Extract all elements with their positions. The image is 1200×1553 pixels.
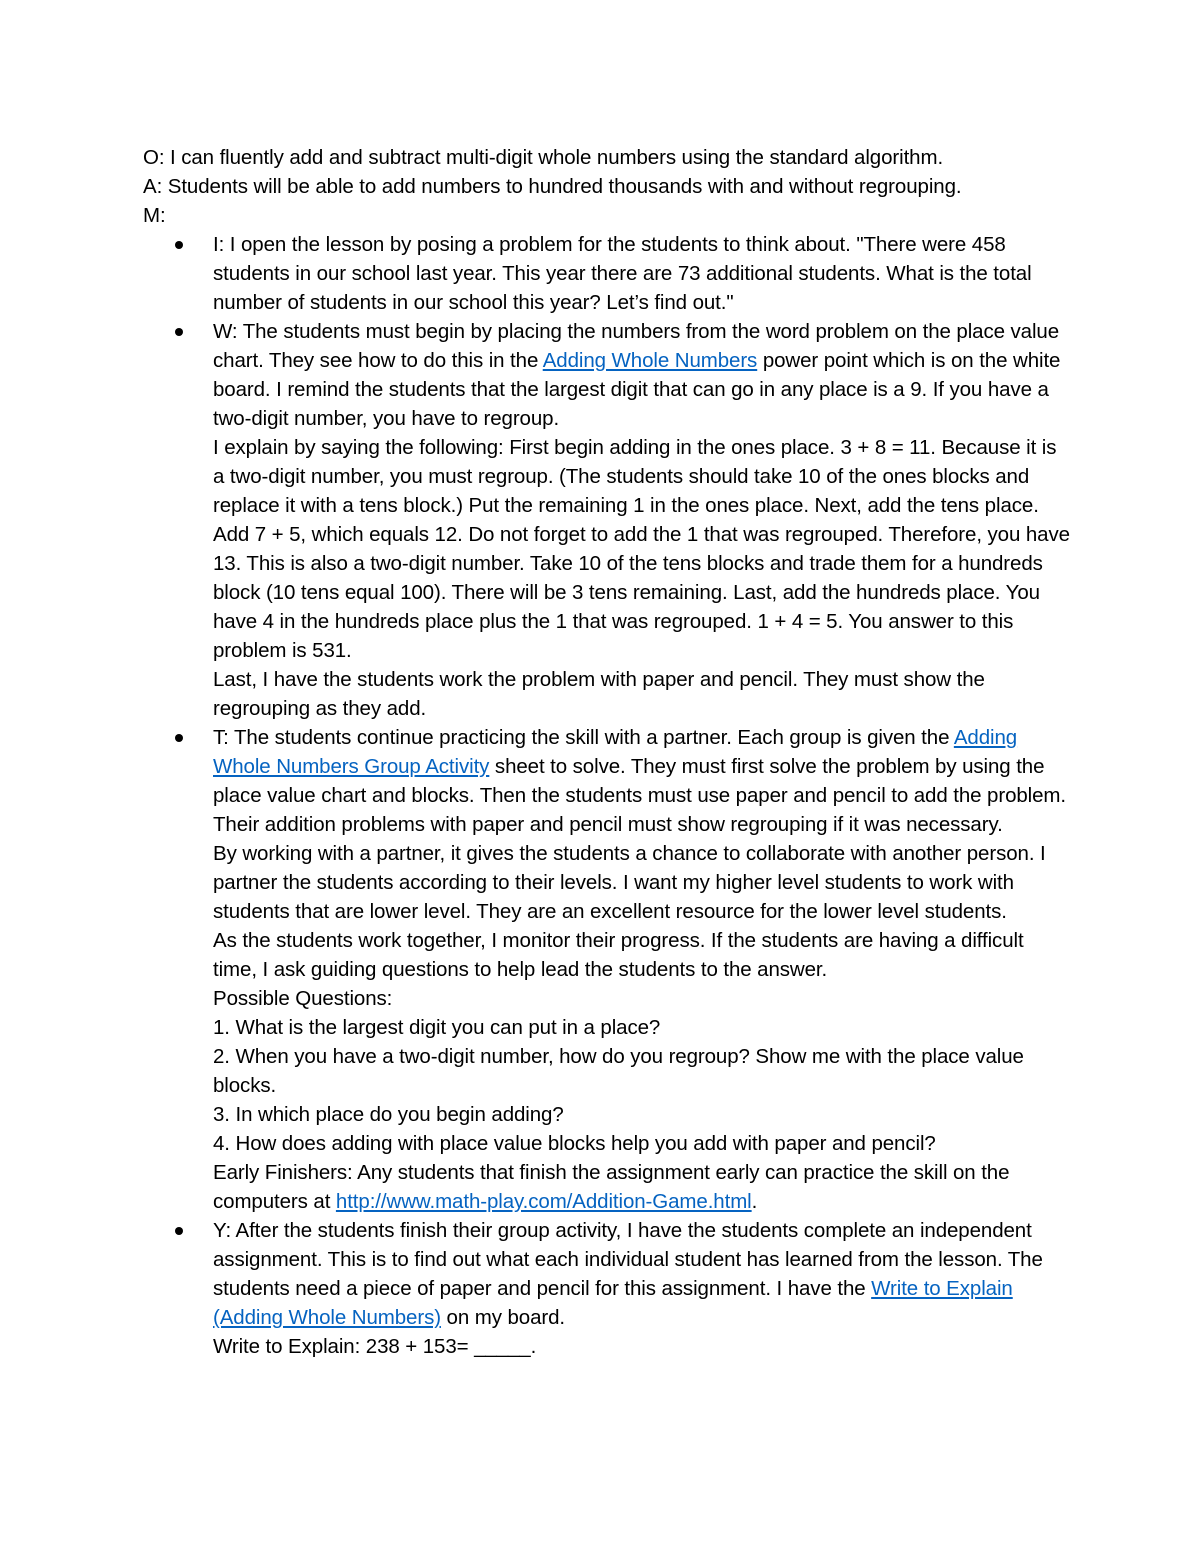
bullet-icon — [175, 328, 183, 336]
adding-whole-numbers-link[interactable]: Adding Whole Numbers — [542, 349, 758, 372]
together-paragraph-2: By working with a partner, it gives the students a chance to collaborate with another person. I partner the students according to their levels. I want my higher level students to work with students that are lower level. They are an excellent resource for the lower level students. — [213, 842, 1046, 923]
together-paragraph-1 — [213, 723, 1073, 839]
early-finishers-paragraph — [213, 1158, 1073, 1216]
question-3: 3. In which place do you begin adding? — [213, 1103, 564, 1126]
bullet-icon — [175, 734, 183, 742]
question-2: 2. When you have a two-digit number, how do you regroup? Show me with the place value blocks. — [213, 1045, 1024, 1097]
write-to-explain-link[interactable]: Write to Explain (Adding Whole Numbers) — [213, 1277, 1013, 1329]
you-text-before-link: Y: After the students finish their group activity, I have the students complete an independent assignment. This is to find out what each individual student has learned from the lesson. The students need a piece of paper and pencil for this assignment. I have the — [213, 1219, 1043, 1300]
lesson-plan-body — [143, 143, 1073, 1361]
bullet-icon — [175, 241, 183, 249]
work-text-after-link: power point which is on the white board. I remind the students that the largest digit that can go in any place is a 9. If you have a two-digit number, you have to regroup. — [213, 349, 1061, 430]
group-activity-link[interactable]: Adding Whole Numbers Group Activity — [213, 726, 1018, 778]
work-paragraph-1 — [213, 317, 1073, 433]
work-paragraph-2: I explain by saying the following: First begin adding in the ones place. 3 + 8 = 11. Because it is a two-digit number, you must regroup. (The students should take 10 of the ones blocks and replace it with a tens block.) Put the remaining 1 in the ones place. Next, add the tens place. Add 7 + 5, which equals 12. Do not forget to add the 1 that was regrouped. Therefore, you have 13. This is also a two-digit number. Take 10 of the tens blocks and trade them for a hundreds block (10 tens equal 100). There will be 3 tens remaining. Last, add the hundreds place. You have 4 in the hundreds place plus the 1 that was regrouped. 1 + 4 = 5. You answer to this problem is 531. — [213, 436, 1070, 662]
list-item-work — [143, 317, 1073, 723]
early-text-before-link: Early Finishers: Any students that finish the assignment early can practice the skill on the computers at — [213, 1161, 1010, 1213]
together-text-after-link: sheet to solve. They must first solve the problem by using the place value chart and blocks. Then the students must use paper and pencil to add the problem. Their addition problems with paper and pencil must show regrouping if it was necessary. — [213, 755, 1067, 836]
you-text-after-link: on my board. — [440, 1306, 565, 1329]
assessment-line: A: Students will be able to add numbers to hundred thousands with and without regrouping. — [143, 175, 962, 198]
work-paragraph-3: Last, I have the students work the problem with paper and pencil. They must show the regrouping as they add. — [213, 668, 985, 720]
write-to-explain-prompt: Write to Explain: 238 + 153= _____. — [213, 1335, 537, 1358]
list-item-together — [143, 723, 1073, 1216]
list-item-intro — [143, 230, 1073, 317]
question-1: 1. What is the largest digit you can put in a place? — [213, 1016, 661, 1039]
objective-line: O: I can fluently add and subtract multi-digit whole numbers using the standard algorithm. — [143, 146, 944, 169]
math-play-link[interactable]: http://www.math-play.com/Addition-Game.html — [335, 1190, 752, 1213]
question-4: 4. How does adding with place value blocks help you add with paper and pencil? — [213, 1132, 936, 1155]
method-label: M: — [143, 204, 166, 227]
list-item-you — [143, 1216, 1073, 1361]
together-paragraph-3: As the students work together, I monitor their progress. If the students are having a difficult time, I ask guiding questions to help lead the students to the answer. — [213, 929, 1024, 981]
method-bullet-list — [143, 230, 1073, 1361]
work-text-before-link: W: The students must begin by placing the numbers from the word problem on the place value chart. They see how to do this in the — [213, 320, 1060, 372]
you-paragraph-1 — [213, 1216, 1073, 1332]
intro-paragraph: I: I open the lesson by posing a problem for the students to think about. "There were 458 students in our school last year. This year there are 73 additional students. What is the total number of students in our school this year? Let’s find out." — [213, 233, 1032, 314]
together-text-before-link: T: The students continue practicing the skill with a partner. Each group is given the — [213, 726, 954, 749]
questions-label: Possible Questions: — [213, 987, 393, 1010]
bullet-icon — [175, 1227, 183, 1235]
early-text-after-link: . — [751, 1190, 758, 1213]
